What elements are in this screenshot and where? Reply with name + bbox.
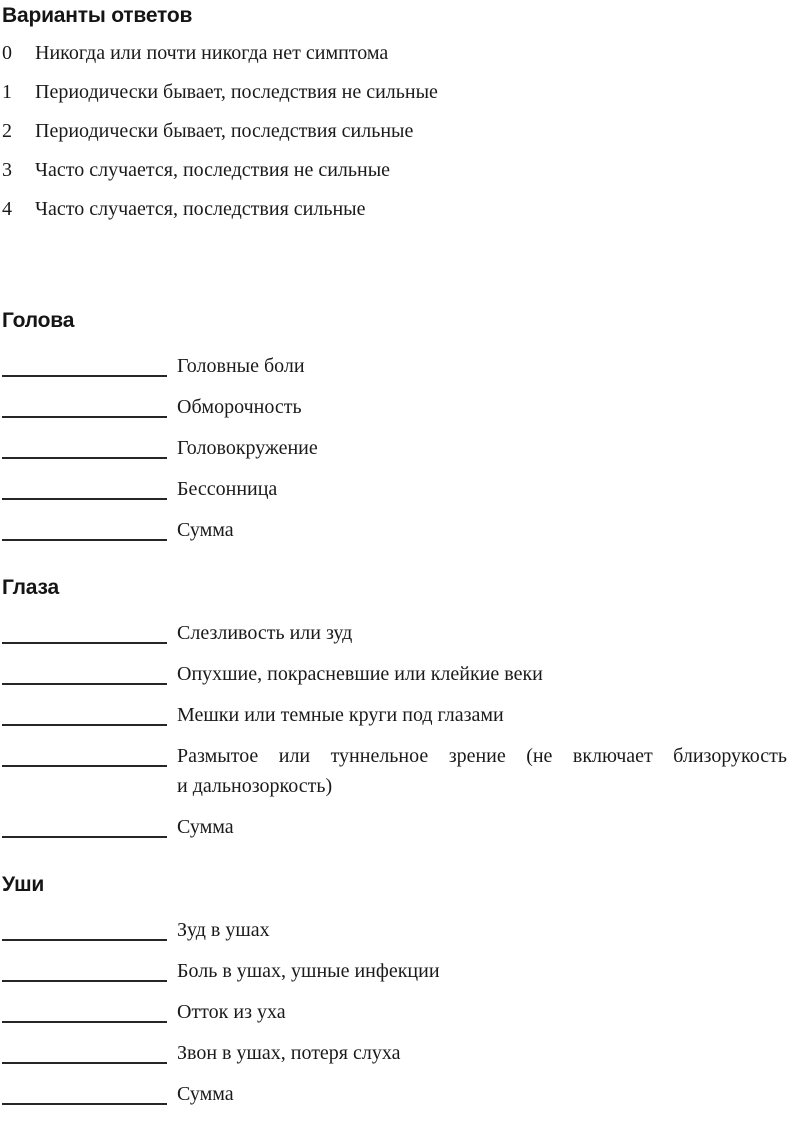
symptom-label: Сумма bbox=[177, 816, 234, 838]
symptom-row bbox=[2, 1038, 787, 1068]
fill-in-blank bbox=[2, 515, 167, 541]
answer-option-1 bbox=[2, 77, 787, 107]
symptom-label: Звон в ушах, потеря слуха bbox=[177, 1042, 401, 1064]
answer-option-number: 3 bbox=[2, 159, 12, 181]
symptom-row bbox=[2, 997, 787, 1027]
answer-options-list bbox=[2, 38, 787, 224]
symptom-label: Опухшие, покрасневшие или клейкие веки bbox=[177, 663, 543, 685]
section-ears bbox=[2, 872, 787, 1109]
symptom-label: Зуд в ушах bbox=[177, 919, 270, 941]
symptom-label: Отток из уха bbox=[177, 1001, 286, 1023]
fill-in-blank bbox=[2, 812, 167, 838]
symptom-row bbox=[2, 956, 787, 986]
symptom-row bbox=[2, 618, 787, 648]
answer-options-heading: Варианты ответов bbox=[2, 4, 193, 27]
symptom-label bbox=[177, 741, 787, 801]
symptom-label: Бессонница bbox=[177, 478, 278, 500]
symptom-row-sum bbox=[2, 812, 787, 842]
fill-in-blank bbox=[2, 1038, 167, 1064]
fill-in-blank bbox=[2, 618, 167, 644]
answer-option-0 bbox=[2, 38, 787, 68]
answer-option-text: Часто случается, последствия сильные bbox=[35, 198, 366, 220]
fill-in-blank bbox=[2, 915, 167, 941]
fill-in-blank bbox=[2, 956, 167, 982]
symptom-row bbox=[2, 741, 787, 801]
symptom-label: Головокружение bbox=[177, 437, 318, 459]
symptom-label: Боль в ушах, ушные инфекции bbox=[177, 960, 440, 982]
symptom-label: Слезливость или зуд bbox=[177, 622, 353, 644]
fill-in-blank bbox=[2, 997, 167, 1023]
symptom-label-line1: Размытое или туннельное зрение (не включает близорукость bbox=[177, 745, 787, 767]
symptom-row bbox=[2, 659, 787, 689]
symptom-label: Обморочность bbox=[177, 396, 302, 418]
answer-option-3 bbox=[2, 155, 787, 185]
fill-in-blank bbox=[2, 351, 167, 377]
symptom-row-sum bbox=[2, 515, 787, 545]
answer-option-text: Никогда или почти никогда нет симптома bbox=[35, 42, 389, 64]
symptom-row bbox=[2, 433, 787, 463]
symptom-label: Сумма bbox=[177, 519, 234, 541]
answer-option-number: 1 bbox=[2, 81, 12, 103]
section-eyes bbox=[2, 575, 787, 842]
fill-in-blank bbox=[2, 392, 167, 418]
fill-in-blank bbox=[2, 659, 167, 685]
symptom-row-sum bbox=[2, 1079, 787, 1109]
answer-option-4 bbox=[2, 194, 787, 224]
fill-in-blank bbox=[2, 741, 167, 767]
section-head bbox=[2, 308, 787, 545]
symptom-label: Головные боли bbox=[177, 355, 305, 377]
symptom-row bbox=[2, 392, 787, 422]
symptom-row bbox=[2, 351, 787, 381]
symptom-label: Мешки или темные круги под глазами bbox=[177, 704, 504, 726]
section-head-title: Голова bbox=[2, 309, 75, 332]
answer-option-text: Периодически бывает, последствия сильные bbox=[35, 120, 414, 142]
answer-option-number: 4 bbox=[2, 198, 12, 220]
symptom-row bbox=[2, 915, 787, 945]
answer-option-2 bbox=[2, 116, 787, 146]
symptom-row bbox=[2, 474, 787, 504]
symptom-label: Сумма bbox=[177, 1083, 234, 1105]
answer-option-number: 0 bbox=[2, 42, 12, 64]
fill-in-blank bbox=[2, 474, 167, 500]
fill-in-blank bbox=[2, 700, 167, 726]
fill-in-blank bbox=[2, 433, 167, 459]
answer-option-text: Часто случается, последствия не сильные bbox=[35, 159, 391, 181]
answer-option-number: 2 bbox=[2, 120, 12, 142]
answer-option-text: Периодически бывает, последствия не сильные bbox=[35, 81, 438, 103]
symptom-row bbox=[2, 700, 787, 730]
symptom-label-line2: и дальнозоркость) bbox=[177, 775, 333, 797]
section-ears-title: Уши bbox=[2, 873, 45, 896]
fill-in-blank bbox=[2, 1079, 167, 1105]
section-eyes-title: Глаза bbox=[2, 576, 59, 599]
